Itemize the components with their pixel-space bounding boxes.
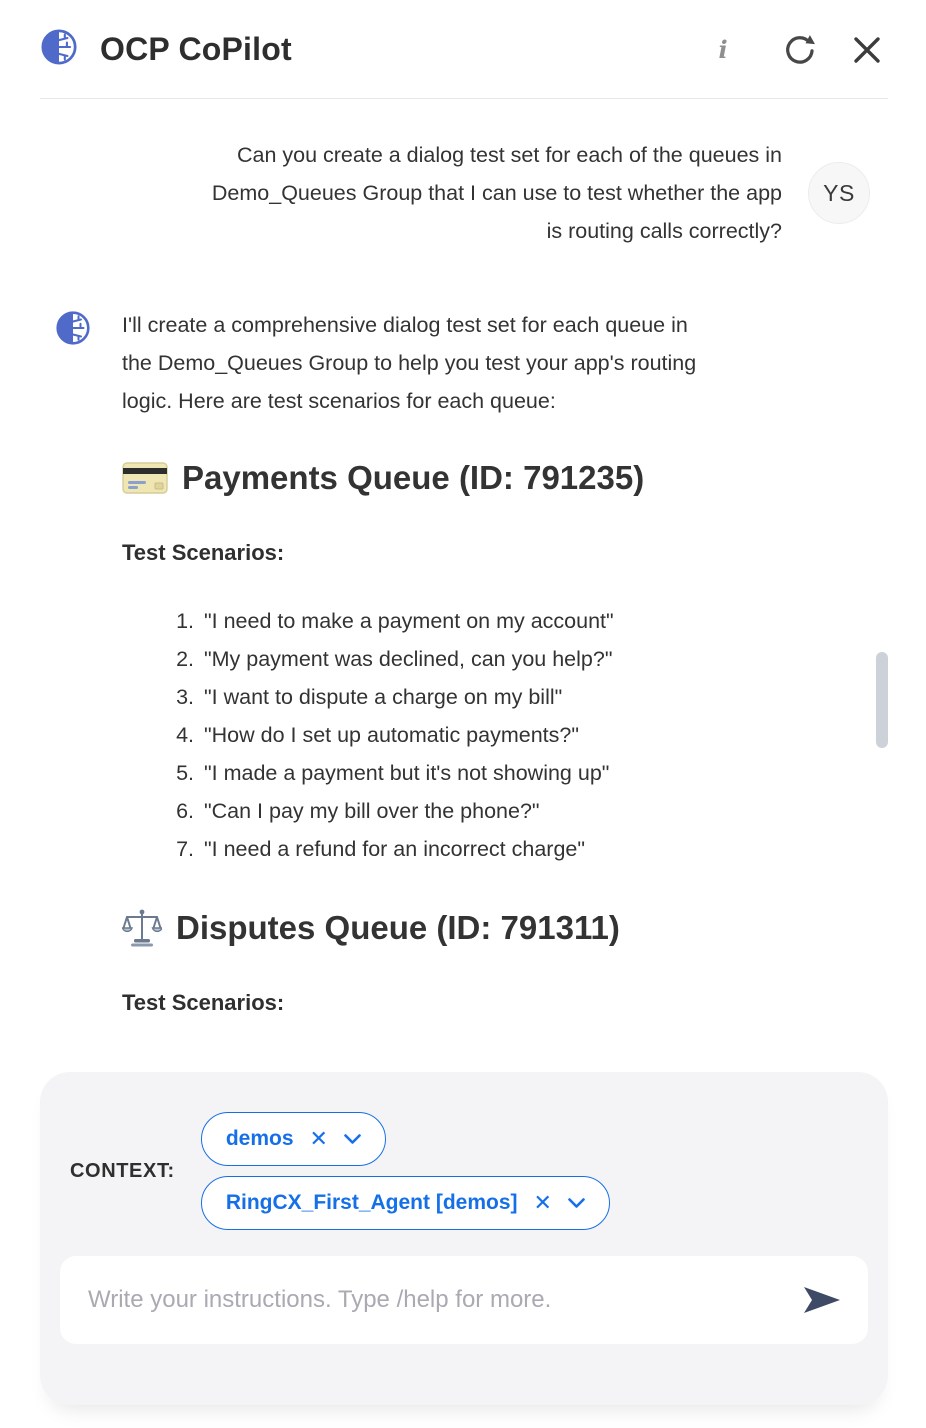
credit-card-icon bbox=[122, 460, 168, 496]
payments-queue-heading bbox=[122, 456, 870, 500]
chevron-down-icon[interactable] bbox=[568, 1198, 585, 1209]
list-item: 7. "I need a refund for an incorrect charge" bbox=[200, 830, 870, 868]
payments-queue-title: Payments Queue (ID: 791235) bbox=[182, 459, 645, 496]
composer-panel bbox=[40, 1072, 888, 1405]
assistant-message bbox=[55, 306, 870, 1016]
copilot-logo-icon bbox=[40, 28, 78, 71]
user-message bbox=[55, 136, 870, 250]
message-list bbox=[0, 100, 926, 1040]
balance-scale-icon bbox=[122, 907, 162, 949]
list-item: 4. "How do I set up automatic payments?" bbox=[200, 716, 870, 754]
list-item: 1. "I need to make a payment on my account" bbox=[200, 602, 870, 640]
list-item: 3. "I want to dispute a charge on my bill" bbox=[200, 678, 870, 716]
instruction-input[interactable] bbox=[60, 1256, 868, 1344]
disputes-queue-title: Disputes Queue (ID: 791311) bbox=[176, 909, 620, 946]
send-button[interactable] bbox=[798, 1281, 846, 1319]
close-icon[interactable]: ✕ bbox=[533, 1190, 552, 1215]
assistant-message-text: I'll create a comprehensive dialog test set for each queue in the Demo_Queues Group to help you test your app's routing logic. Here are test scenarios for each queue: bbox=[122, 313, 697, 413]
info-icon[interactable]: i bbox=[696, 23, 750, 77]
test-scenarios-label: Test Scenarios: bbox=[122, 540, 285, 565]
refresh-icon[interactable] bbox=[778, 29, 820, 71]
context-label: CONTEXT: bbox=[70, 1159, 175, 1182]
disputes-queue-heading bbox=[122, 906, 870, 950]
list-item: 5. "I made a payment but it's not showing up" bbox=[200, 754, 870, 792]
scenario-list bbox=[122, 602, 870, 868]
chip-label: demos bbox=[225, 1127, 294, 1150]
list-item: 2. "My payment was declined, can you help?" bbox=[200, 640, 870, 678]
chevron-down-icon[interactable] bbox=[344, 1134, 361, 1145]
close-icon[interactable] bbox=[848, 31, 886, 69]
page-title: OCP CoPilot bbox=[100, 31, 292, 67]
scrollbar-thumb[interactable] bbox=[876, 652, 888, 748]
chip-label: RingCX_First_Agent [demos] bbox=[225, 1191, 518, 1214]
copilot-logo-icon bbox=[55, 310, 91, 346]
close-icon[interactable]: ✕ bbox=[309, 1126, 328, 1151]
context-chip-demos[interactable] bbox=[201, 1112, 386, 1166]
list-item: 6. "Can I pay my bill over the phone?" bbox=[200, 792, 870, 830]
header bbox=[0, 0, 926, 99]
user-message-text: Can you create a dialog test set for each of the queues in Demo_Queues Group that I can use to test whether the app is routing calls correctly? bbox=[211, 143, 782, 243]
user-avatar: YS bbox=[808, 162, 870, 224]
test-scenarios-label-clipped: Test Scenarios: bbox=[122, 990, 285, 1015]
context-chip-ringcx-first-agent[interactable] bbox=[201, 1176, 610, 1230]
context-chips bbox=[201, 1112, 610, 1230]
